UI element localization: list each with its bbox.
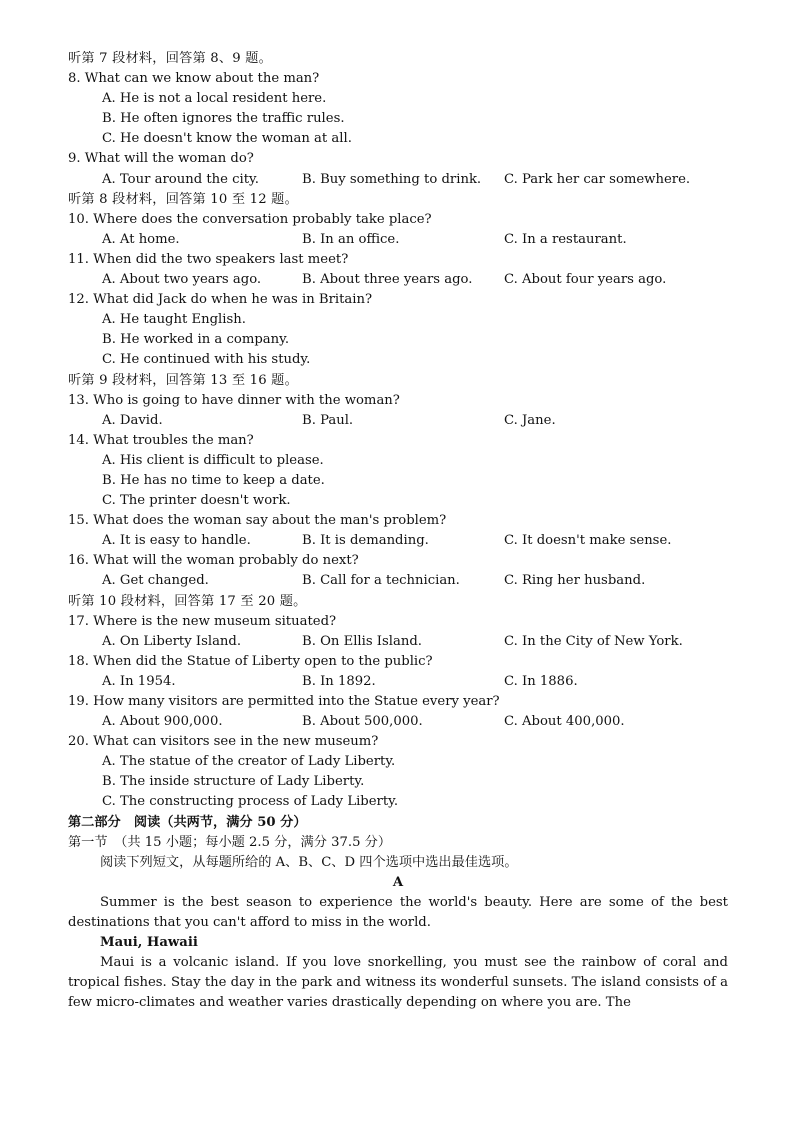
option-b: B. In an office. [302, 231, 400, 247]
question: 10. Where does the conversation probably take place? [68, 211, 432, 227]
section-heading: 听第 10 段材料，回答第 17 至 20 题。 [68, 593, 307, 609]
option-b: B. Call for a technician. [302, 573, 460, 589]
option-c: C. Jane. [504, 412, 556, 428]
answer-option: A. He is not a local resident here. [102, 91, 327, 107]
option-c: C. About four years ago. [504, 272, 667, 288]
options-row [68, 672, 728, 692]
question: 19. How many visitors are permitted into the Statue every year? [68, 694, 500, 709]
options-row [68, 411, 728, 431]
option-c: C. In a restaurant. [504, 231, 627, 247]
answer-option: A. His client is difficult to please. [102, 452, 324, 468]
question: 17. Where is the new museum situated? [68, 613, 337, 629]
answer-option: A. The statue of the creator of Lady Liberty. [102, 754, 396, 770]
option-a: A. At home. [102, 231, 180, 247]
option-c: C. Park her car somewhere. [504, 171, 691, 187]
answer-option: C. He doesn't know the woman at all. [102, 131, 352, 147]
option-c: C. In the City of New York. [504, 633, 683, 649]
option-a: A. On Liberty Island. [102, 633, 242, 649]
answer-option: B. He has no time to keep a date. [102, 472, 325, 488]
option-b: B. It is demanding. [302, 533, 429, 549]
question: 20. What can visitors see in the new museum? [68, 734, 379, 750]
section-heading: 听第 9 段材料，回答第 13 至 16 题。 [68, 372, 298, 388]
option-b: B. On Ellis Island. [302, 633, 422, 649]
question: 8. What can we know about the man? [68, 71, 320, 87]
question: 14. What troubles the man? [68, 432, 254, 448]
option-c: C. Ring her husband. [504, 573, 646, 589]
option-c: C. It doesn't make sense. [504, 533, 672, 549]
option-a: A. Tour around the city. [102, 171, 259, 187]
answer-option: B. He worked in a company. [102, 332, 290, 348]
question: 15. What does the woman say about the man's problem? [68, 513, 447, 529]
answer-option: B. The inside structure of Lady Liberty. [102, 774, 365, 790]
option-b: B. Paul. [302, 412, 354, 428]
option-a: A. About two years ago. [102, 272, 262, 288]
option-a: A. It is easy to handle. [102, 533, 251, 549]
section-heading: 听第 7 段材料，回答第 8、9 题。 [68, 51, 272, 66]
options-row [68, 230, 728, 250]
option-a: A. Get changed. [102, 573, 209, 589]
options-row [68, 170, 728, 190]
option-b: B. In 1892. [302, 673, 376, 689]
option-c: C. In 1886. [504, 673, 578, 689]
option-b: B. Buy something to drink. [302, 171, 482, 187]
options-row [68, 712, 728, 732]
options-row [68, 632, 728, 652]
body-paragraph: Maui is a volcanic island. If you love snorkelling, you must see the rainbow of coral and tropical fishes. Stay the day in the park and witness its wonderful sunsets. The island consists of a few micro-climates and weather varies drastically depending on where you are. The [68, 955, 728, 1011]
section-heading: 听第 8 段材料，回答第 10 至 12 题。 [68, 191, 298, 207]
question: 13. Who is going to have dinner with the woman? [68, 392, 400, 408]
question: 18. When did the Statue of Liberty open to the public? [68, 653, 433, 669]
options-row [68, 270, 728, 290]
question: 11. When did the two speakers last meet? [68, 251, 349, 267]
answer-option: A. He taught English. [102, 312, 246, 328]
instruction: 阅读下列短文，从每题所给的 A、B、C、D 四个选项中选出最佳选项。 [100, 854, 518, 870]
content-column [68, 49, 728, 1014]
answer-option: C. The printer doesn't work. [102, 493, 291, 509]
answer-option: C. The constructing process of Lady Liberty. [102, 794, 399, 810]
options-row [68, 531, 728, 551]
option-b: B. About 500,000. [302, 714, 423, 730]
answer-option: B. He often ignores the traffic rules. [102, 111, 345, 127]
question: 9. What will the woman do? [68, 151, 254, 167]
section-title: 第一节 （共 15 小题；每小题 2.5 分，满分 37.5 分） [68, 834, 392, 850]
question: 12. What did Jack do when he was in Britain? [68, 292, 373, 308]
part-title: 第二部分 阅读（共两节，满分 50 分） [68, 814, 307, 830]
passage-label: A [392, 874, 404, 890]
intro-paragraph: Summer is the best season to experience the world's beauty. Here are some of the best destinations that you can't afford to miss in the world. [68, 894, 728, 931]
option-a: A. About 900,000. [102, 714, 223, 730]
answer-option: C. He continued with his study. [102, 352, 311, 368]
option-c: C. About 400,000. [504, 714, 625, 730]
option-b: B. About three years ago. [302, 272, 473, 288]
option-a: A. David. [102, 412, 163, 428]
destination-subhead: Maui, Hawaii [100, 935, 198, 951]
option-a: A. In 1954. [102, 673, 176, 689]
question: 16. What will the woman probably do next? [68, 553, 359, 569]
options-row [68, 571, 728, 591]
